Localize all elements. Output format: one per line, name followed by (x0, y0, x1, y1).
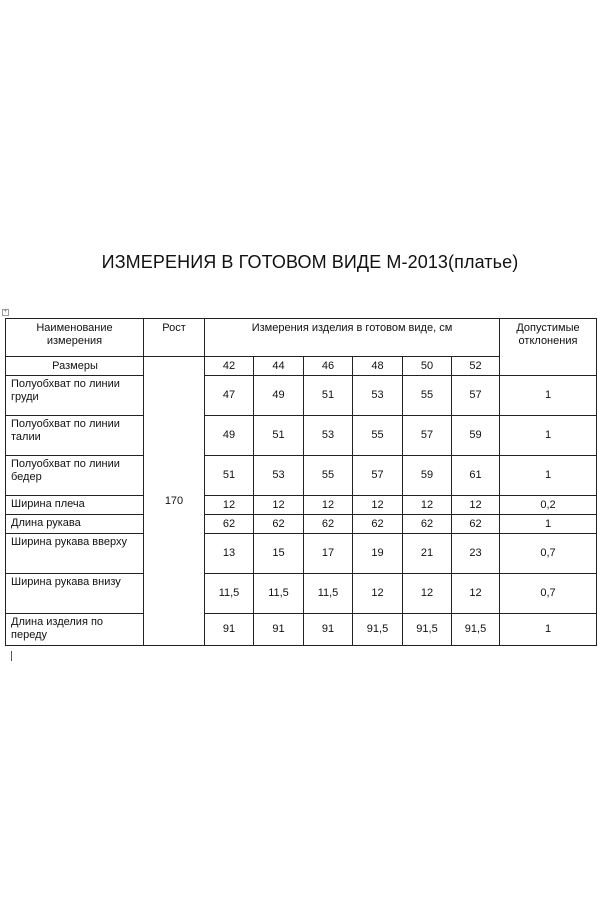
table-row (6, 534, 597, 574)
value-cell: 11,5 (304, 574, 353, 614)
row-name: Полуобхват по линии груди (6, 376, 144, 416)
tolerance-cell: 1 (500, 376, 597, 416)
row-name: Длина изделия по переду (6, 614, 144, 646)
row-name: Ширина плеча (6, 496, 144, 515)
value-cell: 55 (353, 416, 403, 456)
tolerance-cell: 0,2 (500, 496, 597, 515)
value-cell: 55 (403, 376, 452, 416)
table-anchor-icon[interactable]: + (3, 309, 8, 315)
value-cell: 62 (403, 515, 452, 534)
header-measurements: Измерения изделия в готовом виде, см (205, 319, 500, 357)
value-cell: 53 (254, 456, 304, 496)
table-row (6, 496, 597, 515)
value-cell: 62 (254, 515, 304, 534)
value-cell: 12 (403, 574, 452, 614)
value-cell: 12 (205, 496, 254, 515)
value-cell: 12 (403, 496, 452, 515)
value-cell: 12 (353, 574, 403, 614)
tolerance-cell: 1 (500, 416, 597, 456)
value-cell: 47 (205, 376, 254, 416)
value-cell: 15 (254, 534, 304, 574)
header-name: Наименование измерения (6, 319, 144, 357)
value-cell: 12 (304, 496, 353, 515)
value-cell: 51 (205, 456, 254, 496)
value-cell: 49 (254, 376, 304, 416)
value-cell: 53 (304, 416, 353, 456)
size-cell: 48 (353, 357, 403, 376)
value-cell: 91 (304, 614, 353, 646)
table-row (6, 376, 597, 416)
height-value: 170 (144, 357, 205, 646)
measurements-table (5, 318, 597, 646)
size-cell: 52 (452, 357, 500, 376)
table-row (6, 574, 597, 614)
value-cell: 19 (353, 534, 403, 574)
value-cell: 13 (205, 534, 254, 574)
value-cell: 53 (353, 376, 403, 416)
value-cell: 62 (452, 515, 500, 534)
tolerance-cell: 1 (500, 515, 597, 534)
value-cell: 23 (452, 534, 500, 574)
size-cell: 46 (304, 357, 353, 376)
document-title: ИЗМЕРЕНИЯ В ГОТОВОМ ВИДЕ М-2013(платье) (101, 252, 519, 272)
table-row (6, 456, 597, 496)
tolerance-cell: 1 (500, 614, 597, 646)
value-cell: 11,5 (205, 574, 254, 614)
value-cell: 55 (304, 456, 353, 496)
value-cell: 91 (254, 614, 304, 646)
value-cell: 57 (353, 456, 403, 496)
value-cell: 12 (452, 574, 500, 614)
value-cell: 11,5 (254, 574, 304, 614)
value-cell: 51 (254, 416, 304, 456)
value-cell: 57 (452, 376, 500, 416)
value-cell: 17 (304, 534, 353, 574)
row-name: Полуобхват по линии талии (6, 416, 144, 456)
table-header-row (6, 319, 597, 357)
table-row (6, 515, 597, 534)
sizes-label: Размеры (6, 357, 144, 376)
value-cell: 12 (353, 496, 403, 515)
header-height: Рост (144, 319, 205, 357)
size-cell: 50 (403, 357, 452, 376)
row-name: Ширина рукава вверху (6, 534, 144, 574)
value-cell: 62 (304, 515, 353, 534)
size-cell: 44 (254, 357, 304, 376)
value-cell: 91,5 (353, 614, 403, 646)
row-name: Полуобхват по линии бедер (6, 456, 144, 496)
value-cell: 57 (403, 416, 452, 456)
table-row (6, 416, 597, 456)
value-cell: 12 (254, 496, 304, 515)
row-name: Ширина рукава внизу (6, 574, 144, 614)
value-cell: 51 (304, 376, 353, 416)
tolerance-cell: 0,7 (500, 574, 597, 614)
table-row (6, 614, 597, 646)
value-cell: 62 (205, 515, 254, 534)
text-cursor-mark (11, 651, 12, 661)
value-cell: 59 (452, 416, 500, 456)
tolerance-cell: 0,7 (500, 534, 597, 574)
value-cell: 91 (205, 614, 254, 646)
value-cell: 12 (452, 496, 500, 515)
value-cell: 59 (403, 456, 452, 496)
value-cell: 49 (205, 416, 254, 456)
value-cell: 91,5 (452, 614, 500, 646)
value-cell: 61 (452, 456, 500, 496)
size-cell: 42 (205, 357, 254, 376)
value-cell: 62 (353, 515, 403, 534)
tolerance-cell: 1 (500, 456, 597, 496)
row-name: Длина рукава (6, 515, 144, 534)
value-cell: 91,5 (403, 614, 452, 646)
header-tolerance: Допустимые отклонения (500, 319, 597, 376)
value-cell: 21 (403, 534, 452, 574)
